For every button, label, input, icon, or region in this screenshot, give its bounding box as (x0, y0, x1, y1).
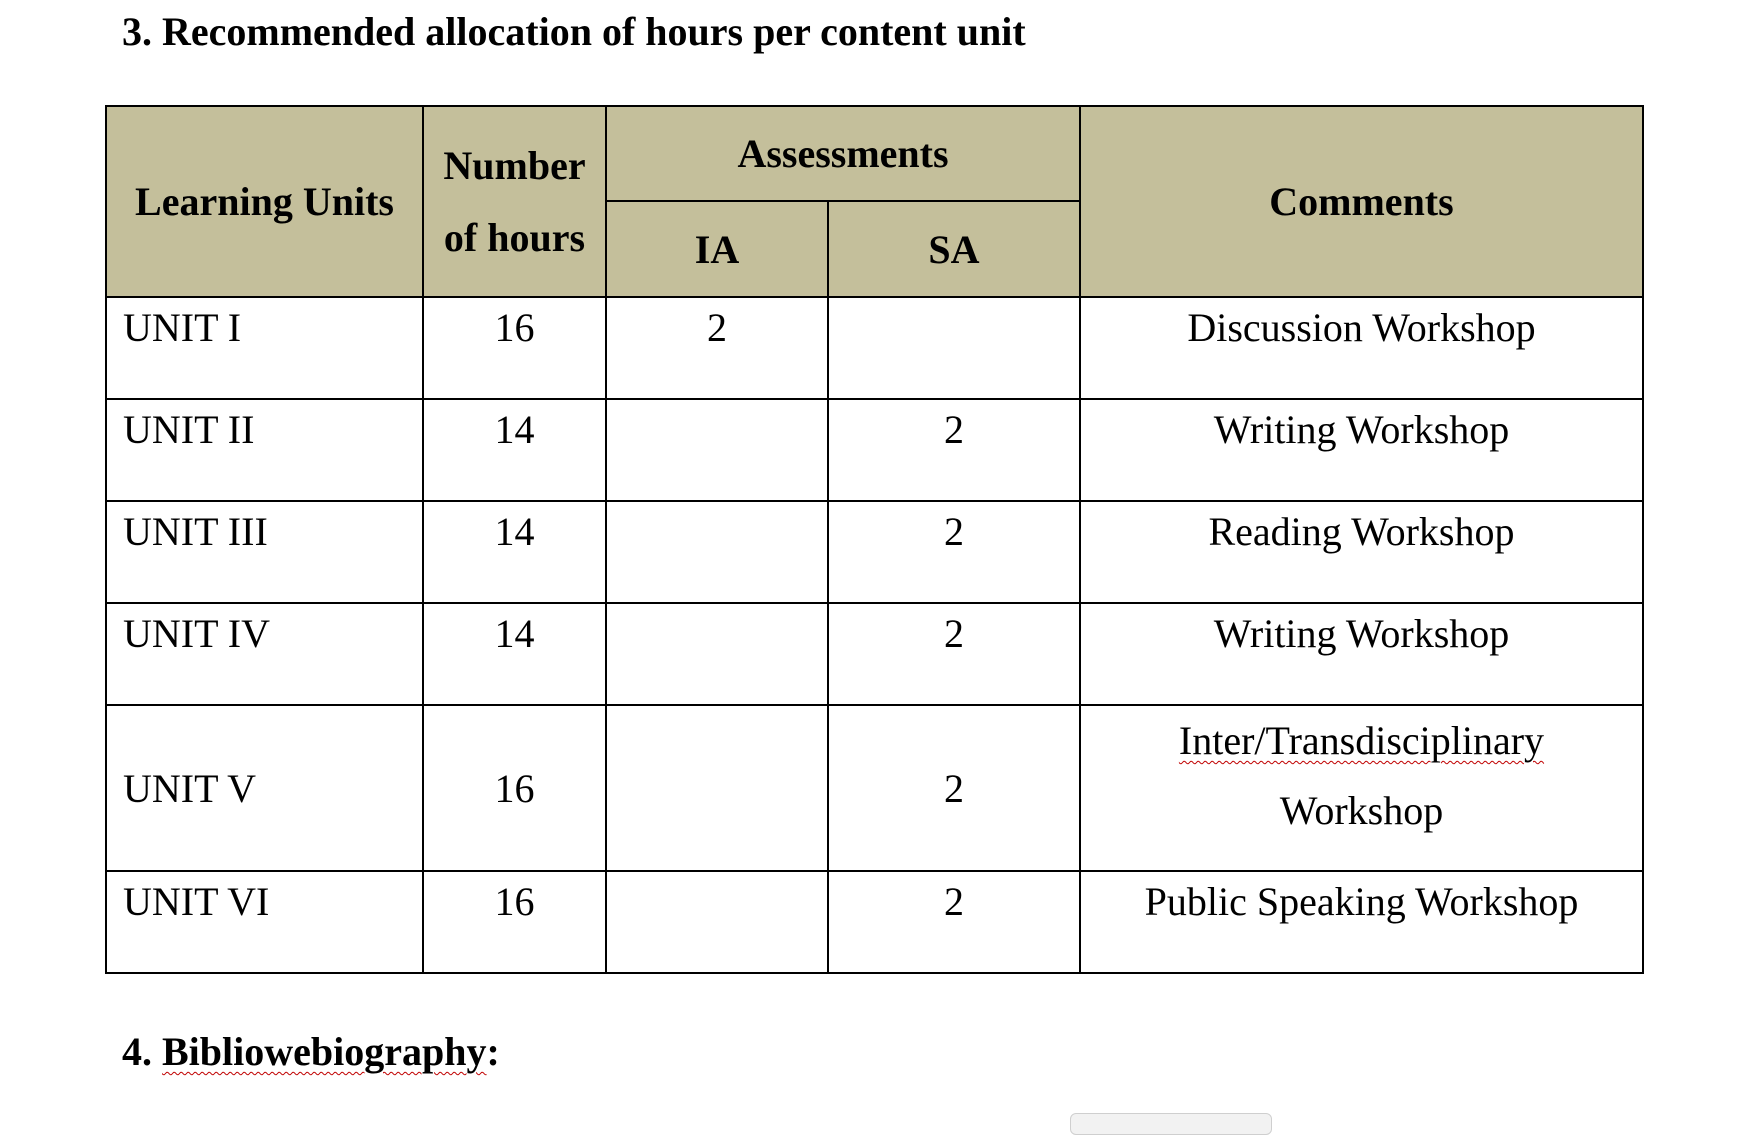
cell-sa: 2 (828, 705, 1080, 871)
table-row (106, 501, 1643, 603)
allocation-table (105, 105, 1644, 974)
header-hours-line1: Number (443, 142, 586, 188)
cell-comment: Writing Workshop (1080, 399, 1643, 501)
header-assessments: Assessments (606, 106, 1080, 201)
table-row (106, 871, 1643, 973)
comment-line2: Workshop (1279, 788, 1444, 833)
cell-comment: Public Speaking Workshop (1080, 871, 1643, 973)
section-heading-allocation: 3. Recommended allocation of hours per content unit (122, 9, 1026, 54)
cell-sa: 2 (828, 603, 1080, 705)
cell-ia (606, 871, 828, 973)
cell-unit: UNIT III (106, 501, 423, 603)
cell-unit: UNIT V (106, 705, 423, 871)
cell-sa: 2 (828, 501, 1080, 603)
cell-ia (606, 705, 828, 871)
cell-comment: Reading Workshop (1080, 501, 1643, 603)
cell-unit: UNIT II (106, 399, 423, 501)
cell-ia: 2 (606, 297, 828, 399)
cell-comment: Writing Workshop (1080, 603, 1643, 705)
cell-comment (1080, 705, 1643, 871)
cell-unit: UNIT I (106, 297, 423, 399)
cell-hours: 16 (423, 297, 606, 399)
header-sa: SA (828, 201, 1080, 297)
table-row (106, 603, 1643, 705)
table-row (106, 705, 1643, 871)
cell-hours: 16 (423, 705, 606, 871)
cell-ia (606, 399, 828, 501)
section-heading-bibliowebiography (122, 1028, 500, 1075)
heading2-colon: : (486, 1029, 500, 1074)
header-learning-units: Learning Units (106, 106, 423, 297)
cell-sa: 2 (828, 871, 1080, 973)
heading2-word: Bibliowebiography (162, 1029, 487, 1074)
cell-ia (606, 501, 828, 603)
cell-unit: UNIT VI (106, 871, 423, 973)
cell-hours: 14 (423, 603, 606, 705)
table-header-row (106, 106, 1643, 201)
heading2-number: 4. (122, 1029, 162, 1074)
cell-sa: 2 (828, 399, 1080, 501)
cell-hours: 14 (423, 399, 606, 501)
cell-hours: 14 (423, 501, 606, 603)
header-ia: IA (606, 201, 828, 297)
cell-ia (606, 603, 828, 705)
header-number-of-hours (423, 106, 606, 297)
cell-hours: 16 (423, 871, 606, 973)
header-comments: Comments (1080, 106, 1643, 297)
comment-line1: Inter/Transdisciplinary (1178, 718, 1545, 763)
table-row (106, 297, 1643, 399)
table-row (106, 399, 1643, 501)
header-hours-line2: of hours (443, 214, 586, 260)
floating-toolbar-tab[interactable] (1070, 1113, 1272, 1135)
cell-comment: Discussion Workshop (1080, 297, 1643, 399)
cell-sa (828, 297, 1080, 399)
cell-unit: UNIT IV (106, 603, 423, 705)
